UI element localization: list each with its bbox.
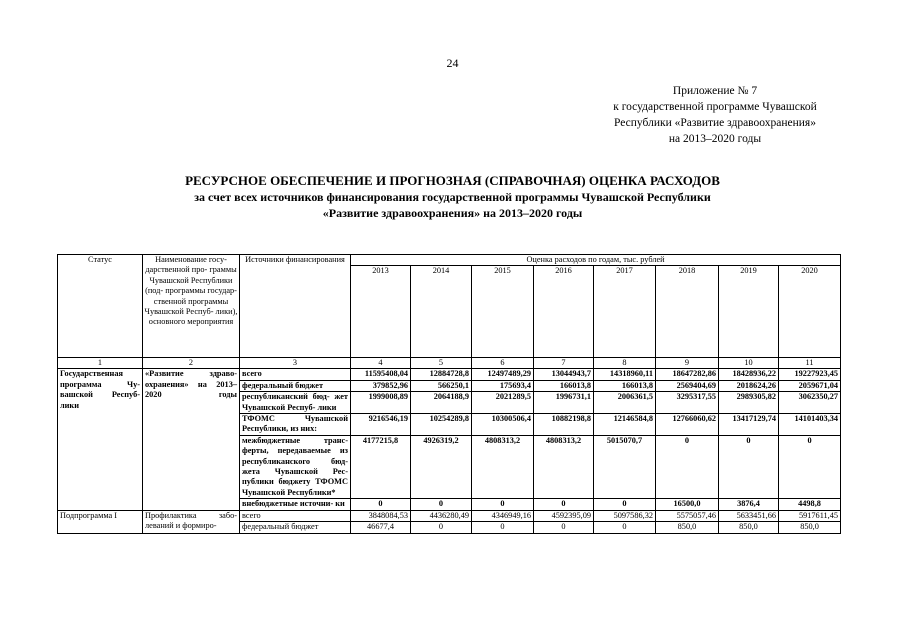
- value-cell: 0: [594, 522, 656, 533]
- value-cell: 5633451,66: [719, 510, 779, 521]
- header-estimate: Оценка расходов по годам, тыс. рублей: [351, 255, 841, 266]
- value-cell: 2064188,9: [411, 392, 472, 414]
- page-number: 24: [446, 56, 459, 70]
- value-cell: 4177215,8: [351, 435, 411, 498]
- source-cell: ТФОМС Чувашской Республики, из них:: [240, 414, 351, 436]
- column-number: 6: [472, 358, 534, 369]
- title-line-3: «Развитие здравоохранения» на 2013–2020 годы: [322, 206, 583, 220]
- value-cell: 5917611,45: [779, 510, 841, 521]
- value-cell: 175693,4: [472, 380, 534, 391]
- value-cell: 9216546,19: [351, 414, 411, 436]
- value-cell: 3295317,55: [656, 392, 719, 414]
- value-cell: 2021289,5: [472, 392, 534, 414]
- appendix-line-2: к государственной программе Чувашской: [613, 101, 817, 113]
- value-cell: 1999008,89: [351, 392, 411, 414]
- value-cell: 0: [779, 435, 841, 498]
- value-cell: 0: [534, 499, 594, 510]
- column-number-row: [58, 358, 841, 369]
- header-year: 2017: [594, 266, 656, 358]
- value-cell: 2059671,04: [779, 380, 841, 391]
- value-cell: 14318960,11: [594, 369, 656, 380]
- value-cell: 4346949,16: [472, 510, 534, 521]
- value-cell: 166013,8: [594, 380, 656, 391]
- value-cell: 566250,1: [411, 380, 472, 391]
- value-cell: 4498,8: [779, 499, 841, 510]
- value-cell: 379852,96: [351, 380, 411, 391]
- value-cell: 13417129,74: [719, 414, 779, 436]
- value-cell: 18428936,22: [719, 369, 779, 380]
- value-cell: 4592395,09: [534, 510, 594, 521]
- value-cell: 0: [719, 435, 779, 498]
- value-cell: 2018624,26: [719, 380, 779, 391]
- value-cell: 850,0: [779, 522, 841, 533]
- column-number: 9: [656, 358, 719, 369]
- value-cell: 46677,4: [351, 522, 411, 533]
- header-year: 2020: [779, 266, 841, 358]
- title-line-2: за счет всех источников финансирования государственной программы Чувашской Республики: [194, 190, 711, 204]
- value-cell: 3062350,27: [779, 392, 841, 414]
- value-cell: 2989305,82: [719, 392, 779, 414]
- value-cell: 4436280,49: [411, 510, 472, 521]
- value-cell: 2006361,5: [594, 392, 656, 414]
- column-number: 10: [719, 358, 779, 369]
- value-cell: 4926319,2: [411, 435, 472, 498]
- table-row: [58, 510, 841, 521]
- value-cell: 2569404,69: [656, 380, 719, 391]
- column-number: 1: [58, 358, 143, 369]
- value-cell: 13044943,7: [534, 369, 594, 380]
- header-year: 2018: [656, 266, 719, 358]
- column-number: 2: [143, 358, 240, 369]
- header-row-1: [58, 255, 841, 266]
- value-cell: 1996731,1: [534, 392, 594, 414]
- column-number: 7: [534, 358, 594, 369]
- value-cell: 12884728,8: [411, 369, 472, 380]
- column-number: 8: [594, 358, 656, 369]
- value-cell: 850,0: [656, 522, 719, 533]
- value-cell: 18647282,86: [656, 369, 719, 380]
- program-status: Государственная программа Чу- вашской Респуб- лики: [58, 369, 143, 510]
- source-cell: всего: [240, 510, 351, 521]
- column-number: 11: [779, 358, 841, 369]
- appendix-line-1: Приложение № 7: [672, 85, 758, 97]
- source-cell: внебюджетные источни- ки: [240, 499, 351, 510]
- resource-table: [57, 254, 841, 534]
- source-cell: республиканский бюд- жет Чувашской Респуб- лики: [240, 392, 351, 414]
- value-cell: 11595408,04: [351, 369, 411, 380]
- value-cell: 12497489,29: [472, 369, 534, 380]
- header-year: 2015: [472, 266, 534, 358]
- source-cell: межбюджетные транс- ферты, передаваемые из республиканского бюд- жета Чувашской Рес- публики бюджету ТФОМС Чувашской Республики*: [240, 435, 351, 498]
- value-cell: 10300506,4: [472, 414, 534, 436]
- appendix-note: [580, 83, 850, 147]
- header-year: 2016: [534, 266, 594, 358]
- column-number: 3: [240, 358, 351, 369]
- source-cell: федеральный бюджет: [240, 522, 351, 533]
- value-cell: 166013,8: [534, 380, 594, 391]
- value-cell: 0: [472, 522, 534, 533]
- source-cell: всего: [240, 369, 351, 380]
- value-cell: 3848084,53: [351, 510, 411, 521]
- value-cell: 0: [594, 499, 656, 510]
- value-cell: 0: [351, 499, 411, 510]
- appendix-line-4: на 2013–2020 годы: [668, 133, 762, 145]
- value-cell: 12146584,8: [594, 414, 656, 436]
- value-cell: 16500,0: [656, 499, 719, 510]
- header-status: Статус: [58, 255, 143, 358]
- value-cell: 0: [656, 435, 719, 498]
- value-cell: 5575057,46: [656, 510, 719, 521]
- header-year: 2014: [411, 266, 472, 358]
- source-cell: федеральный бюджет: [240, 380, 351, 391]
- value-cell: 10882198,8: [534, 414, 594, 436]
- program-name: «Развитие здраво- охранения» на 2013–2020 годы: [143, 369, 240, 510]
- value-cell: 0: [472, 499, 534, 510]
- header-source: Источники финансирования: [240, 255, 351, 358]
- value-cell: 0: [411, 522, 472, 533]
- value-cell: 0: [411, 499, 472, 510]
- value-cell: 850,0: [719, 522, 779, 533]
- document-title: [0, 173, 905, 221]
- value-cell: 5015070,7: [594, 435, 656, 498]
- header-year: 2013: [351, 266, 411, 358]
- value-cell: 12766060,62: [656, 414, 719, 436]
- subprogram-status: Подпрограмма I: [58, 510, 143, 533]
- header-name: Наименование госу- дарственной про- граммы Чувашской Республики (под- программы государ- ственной программы Чувашской Респуб- лики), основного мероприятия: [143, 255, 240, 358]
- appendix-line-3: Республики «Развитие здравоохранения»: [614, 117, 816, 129]
- value-cell: 4808313,2: [534, 435, 594, 498]
- value-cell: 0: [534, 522, 594, 533]
- value-cell: 19227923,45: [779, 369, 841, 380]
- column-number: 4: [351, 358, 411, 369]
- value-cell: 3876,4: [719, 499, 779, 510]
- table-row: [58, 369, 841, 380]
- value-cell: 14101403,34: [779, 414, 841, 436]
- column-number: 5: [411, 358, 472, 369]
- header-year: 2019: [719, 266, 779, 358]
- value-cell: 5097586,32: [594, 510, 656, 521]
- subprogram-name: Профилактика забо- леваний и формиро-: [143, 510, 240, 533]
- title-line-1: РЕСУРСНОЕ ОБЕСПЕЧЕНИЕ И ПРОГНОЗНАЯ (СПРАВОЧНАЯ) ОЦЕНКА РАСХОДОВ: [185, 173, 720, 188]
- value-cell: 4808313,2: [472, 435, 534, 498]
- value-cell: 10254289,8: [411, 414, 472, 436]
